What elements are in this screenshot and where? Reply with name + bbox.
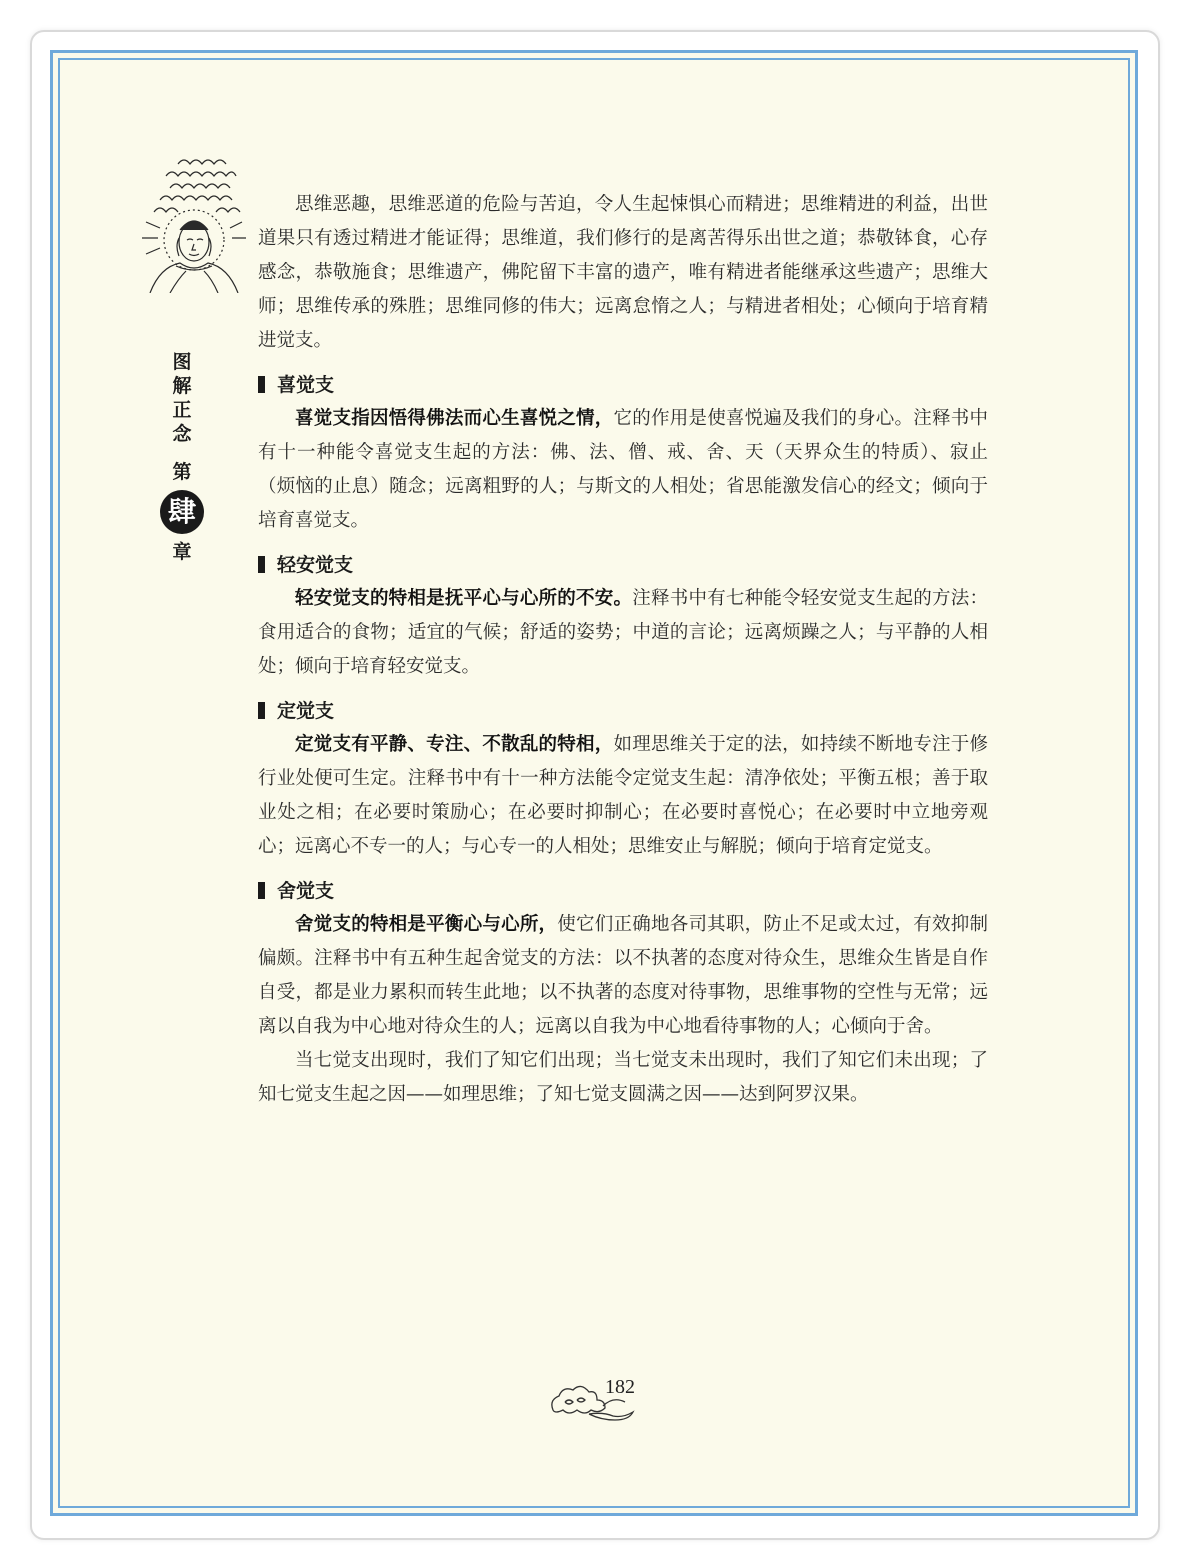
section-paragraph (258, 728, 988, 864)
side-chapter-title (160, 350, 204, 564)
section-body: 它的作用是使喜悦遍及我们的身心。注释书中有十一种能令喜觉支生起的方法：佛、法、僧、戒、舍、天（天界众生的特质）、寂止（烦恼的止息）随念；远离粗野的人；与斯文的人相处；省思能激发信心的经文；倾向于培育喜觉支。 (258, 408, 988, 531)
side-title-zhang: 章 (172, 541, 192, 563)
side-title-char: 念 (172, 423, 192, 445)
heading-bar-icon (258, 376, 265, 393)
section-paragraph (258, 402, 988, 538)
section-body: 使它们正确地各司其职，防止不足或太过，有效抑制偏颇。注释书中有五种生起舍觉支的方法：以不执著的态度对待众生，思维众生皆是自作自受，都是业力累积而转生此地；以不执著的态度对待事物，思维事物的空性与无常；远离以自我为中心地对待众生的人；远离以自我为中心地看待事物的人；心倾向于舍。 (258, 914, 988, 1037)
chapter-numeral-badge: 肆 (160, 490, 204, 534)
section-lead: 舍觉支的特相是平衡心与心所， (295, 914, 558, 935)
section-heading-she (258, 874, 988, 908)
section-heading-qingan (258, 548, 988, 582)
section-heading-text: 轻安觉支 (277, 554, 354, 576)
section-paragraph (258, 582, 988, 684)
section-lead: 轻安觉支的特相是抚平心与心所的不安。 (295, 588, 633, 609)
side-title-di: 第 (172, 461, 192, 483)
section-body: 注释书中有七种能令轻安觉支生起的方法：食用适合的食物；适宜的气候；舒适的姿势；中道的言论；远离烦躁之人；与平静的人相处；倾向于培育轻安觉支。 (258, 588, 988, 677)
section-heading-text: 舍觉支 (277, 880, 335, 902)
section-heading-text: 定觉支 (277, 700, 335, 722)
side-title-char: 正 (172, 399, 192, 421)
heading-bar-icon (258, 702, 265, 719)
section-paragraph (258, 908, 988, 1044)
buddha-portrait-icon (130, 148, 255, 293)
section-lead: 定觉支有平静、专注、不散乱的特相， (295, 734, 614, 755)
section-lead: 喜觉支指因悟得佛法而心生喜悦之情， (295, 408, 614, 429)
section-heading-ding (258, 694, 988, 728)
section-body: 如理思维关于定的法，如持续不断地专注于修行业处便可生定。注释书中有十一种方法能令定觉支生起：清净依处；平衡五根；善于取业处之相；在必要时策励心；在必要时抑制心；在必要时喜悦心；在必要时中立地旁观心；远离心不专一的人；与心专一的人相处；思维安止与解脱；倾向于培育定觉支。 (258, 734, 988, 857)
section-heading-text: 喜觉支 (277, 374, 335, 396)
closing-paragraph: 当七觉支出现时，我们了知它们出现；当七觉支未出现时，我们了知它们未出现；了知七觉支生起之因——如理思维；了知七觉支圆满之因——达到阿罗汉果。 (258, 1050, 988, 1105)
heading-bar-icon (258, 882, 265, 899)
intro-paragraph: 思维恶趣，思维恶道的危险与苦迫，令人生起悚惧心而精进；思维精进的利益，出世道果只有透过精进才能证得；思维道，我们修行的是离苦得乐出世之道；恭敬钵食，心存感念，恭敬施食；思维遗产，佛陀留下丰富的遗产，唯有精进者能继承这些遗产；思维大师；思维传承的殊胜；思维同修的伟大；远离怠惰之人；与精进者相处；心倾向于培育精进觉支。 (258, 194, 988, 351)
page-number: 182 (605, 1376, 635, 1398)
section-heading-xi (258, 368, 988, 402)
page-footer (545, 1372, 645, 1432)
heading-bar-icon (258, 556, 265, 573)
main-content (258, 188, 988, 1112)
side-title-char: 图 (172, 351, 192, 373)
side-title-char: 解 (172, 375, 192, 397)
